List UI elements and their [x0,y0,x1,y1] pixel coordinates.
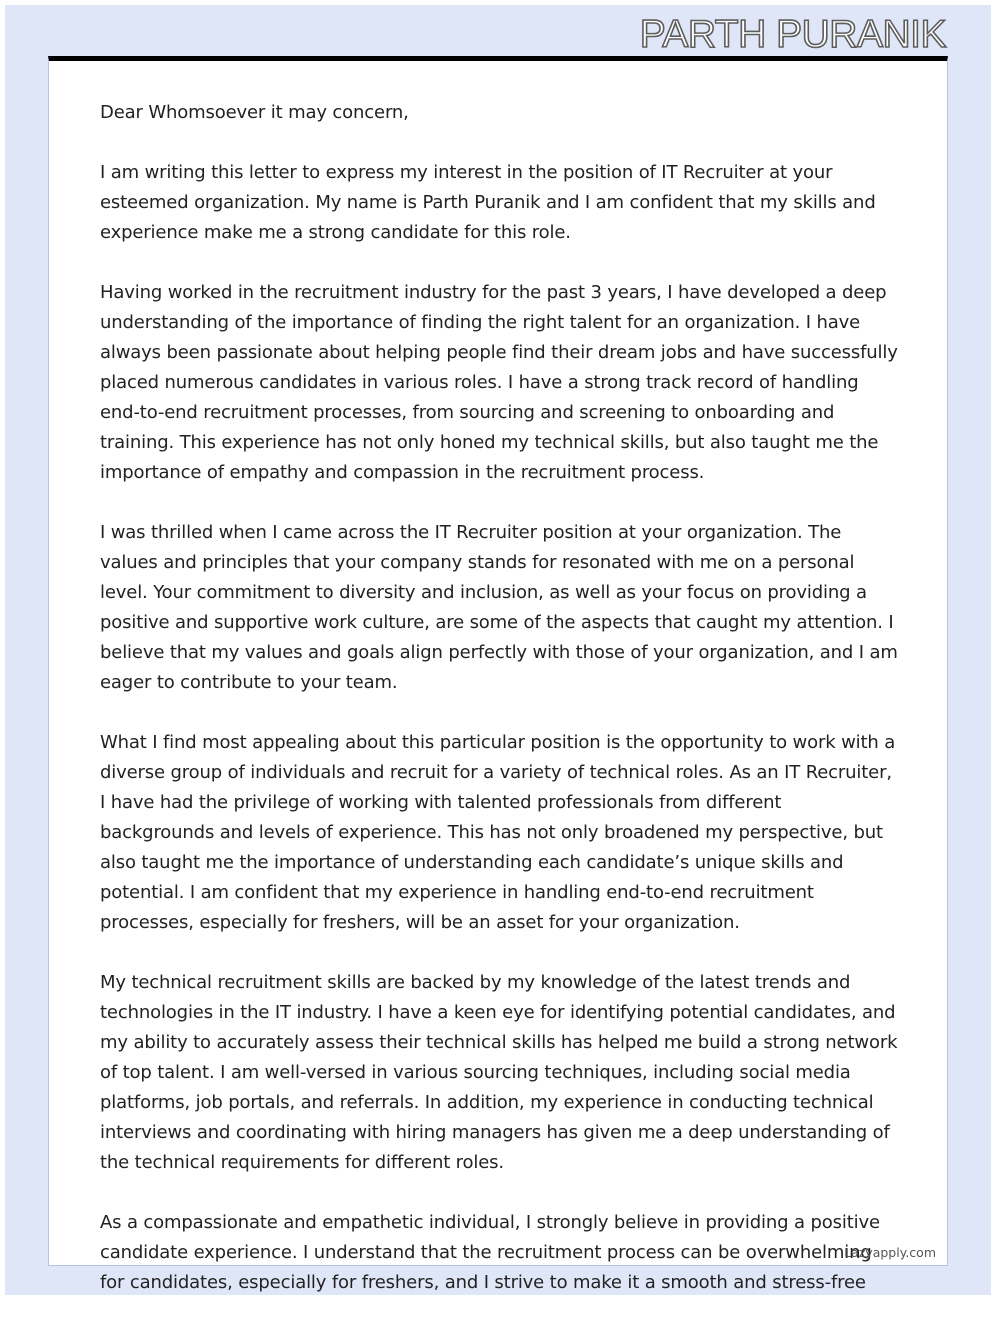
letter-paragraph-2: Having worked in the recruitment industry for the past 3 years, I have developed a deep understanding of the importance of finding the right talent for an organization. I have always been passionate about helping people find their dream jobs and have successfully placed numerous candidates in various roles. I have a strong track record of handling end-to-end recruitment processes, from sourcing and screening to onboarding and training. This experience has not only honed my technical skills, but also taught me the importance of empathy and compassion in the recruitment process. [100,282,898,483]
lazyapply-watermark: Lazyapply.com [844,1245,936,1260]
letter-paragraph-5: My technical recruitment skills are backed by my knowledge of the latest trends and technologies in the IT industry. I have a keen eye for identifying potential candidates, and my ability to accurately assess their technical skills has helped me build a strong network of top talent. I am well-versed in various sourcing techniques, including social media platforms, job portals, and referrals. In addition, my experience in conducting technical interviews and coordinating with hiring managers has given me a deep understanding of the technical requirements for different roles. [100,972,898,1173]
letter-paragraph-4: What I find most appealing about this particular position is the opportunity to work with a diverse group of individuals and recruit for a variety of technical roles. As an IT Recruiter, I have had the privilege of working with talented professionals from different backgrounds and levels of experience. This has not only broadened my perspective, but also taught me the importance of understanding each candidate’s unique skills and potential. I am confident that my experience in handling end-to-end recruitment processes, especially for freshers, will be an asset for your organization. [100,732,896,933]
applicant-name-header: PARTH PURANIK [639,13,946,56]
letter-salutation: Dear Whomsoever it may concern, [100,102,409,123]
letter-paragraph-1: I am writing this letter to express my interest in the position of IT Recruiter at your esteemed organization. My name is Parth Puranik and I am confident that my skills and experience make me a strong candidate for this role. [100,162,876,243]
letter-paragraph-3: I was thrilled when I came across the IT Recruiter position at your organization. The values and principles that your company stands for resonated with me on a personal level. Your commitment to diversity and inclusion, as well as your focus on providing a positive and supportive work culture, are some of the aspects that caught my attention. I believe that my values and goals align perfectly with those of your organization, and I am eager to contribute to your team. [100,522,898,693]
cover-letter-body [100,98,900,1328]
letter-paragraph-6: As a compassionate and empathetic individual, I strongly believe in providing a positive candidate experience. I understand that the recruitment process can be overwhelming for candidates, especially for freshers, and I strive to make it a smooth and stress-free [100,1212,880,1293]
